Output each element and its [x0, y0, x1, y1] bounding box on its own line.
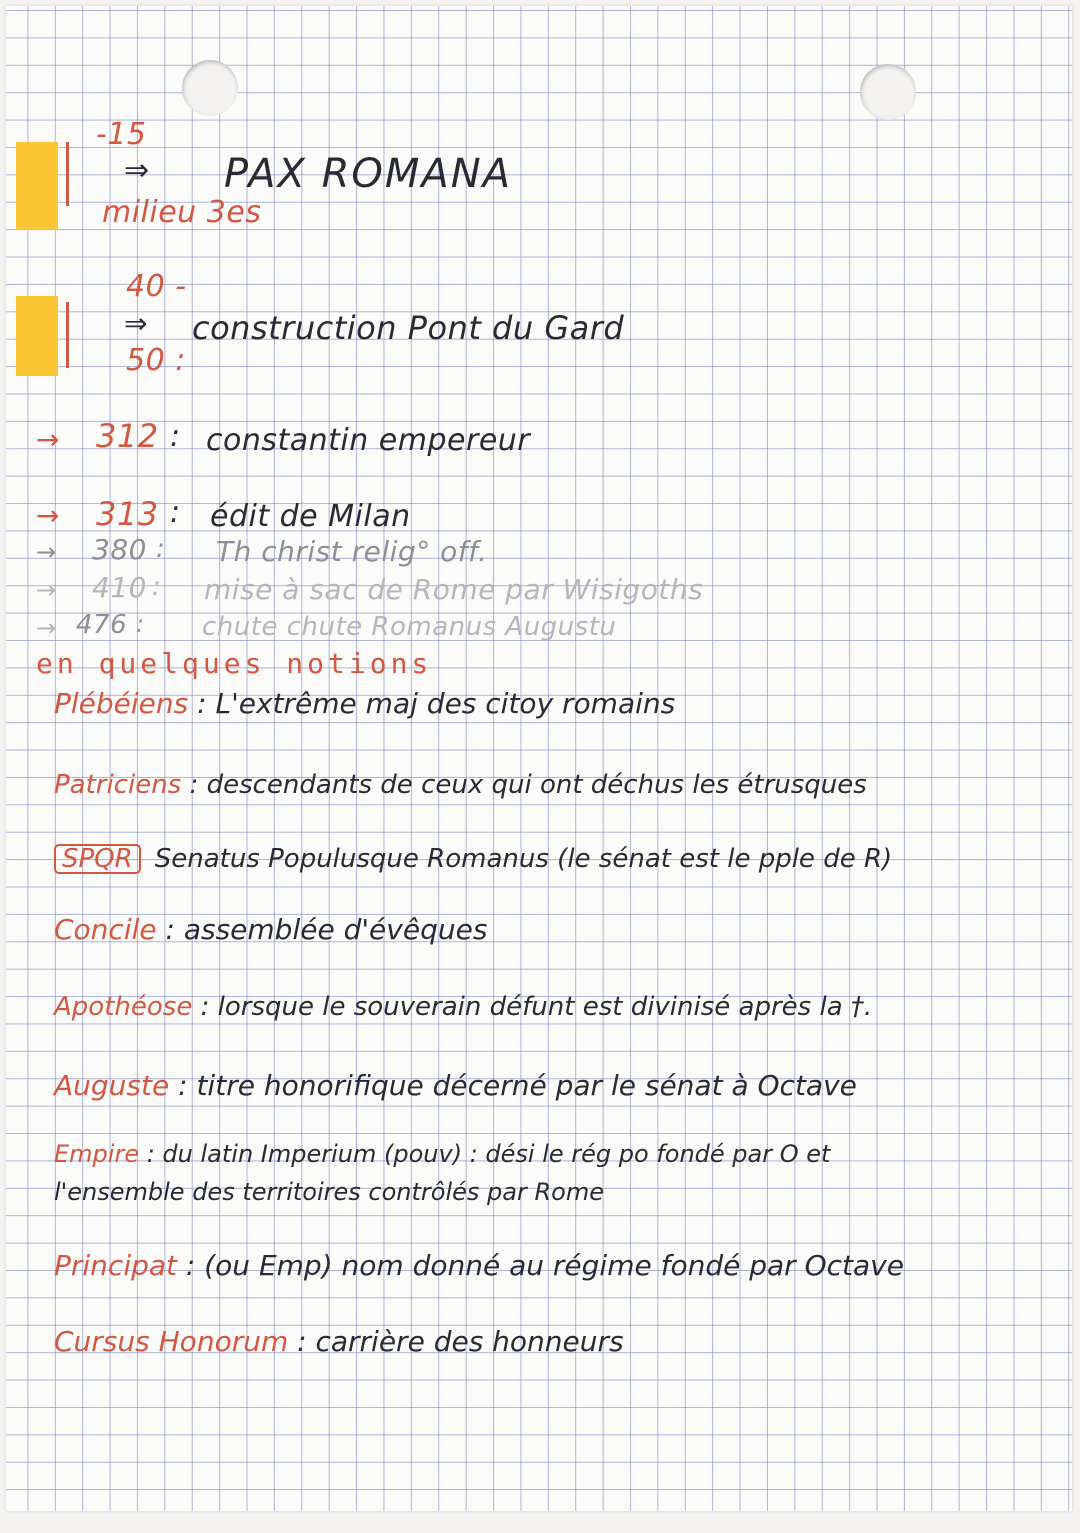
event-date: 410 [92, 571, 147, 604]
arrow-implies-icon: ⇒ [124, 307, 148, 340]
notion-term: Auguste [54, 1069, 170, 1102]
section-title: en quelques notions [36, 647, 433, 680]
notion-definition: l'ensemble des territoires contrôlés par Rome [54, 1178, 604, 1206]
pax-start-date: -15 [96, 117, 147, 152]
event-text: chute chute Romanus Augustu [202, 612, 617, 642]
notion-term: Concile [54, 913, 157, 946]
bracket [66, 302, 105, 368]
notion-separator: : [156, 913, 184, 946]
notion-separator: : [192, 992, 218, 1022]
event-separator: : [136, 610, 145, 638]
event-separator: : [170, 495, 181, 530]
punch-hole-left [182, 60, 238, 116]
notion-term: Plébéiens [54, 687, 189, 720]
event-date: 312 [96, 417, 159, 455]
event-date: 476 [76, 610, 128, 640]
event-text: constantin empereur [206, 423, 531, 458]
notion-row [54, 1325, 624, 1358]
event-separator: : [170, 419, 181, 454]
arrow-right-icon: → [36, 576, 57, 604]
notion-definition: titre honorifique décerné par le sénat à Octave [196, 1069, 857, 1102]
notion-row-continuation [54, 1180, 604, 1204]
pont-end-date: 50 : [126, 343, 186, 378]
notion-term: Apothéose [54, 992, 193, 1022]
notion-row [54, 1142, 830, 1166]
notion-term: SPQR [54, 844, 141, 874]
notion-row [54, 913, 488, 946]
notion-separator: : [181, 770, 207, 800]
pont-start-date: 40 - [126, 269, 187, 304]
arrow-right-icon: → [36, 538, 57, 566]
notion-definition: du latin Imperium (pouv) : dési le rég po fondé par O et [162, 1140, 831, 1168]
arrow-implies-icon: ⇒ [124, 153, 150, 188]
notebook-page [6, 6, 1072, 1511]
notion-term: Cursus Honorum [54, 1325, 289, 1358]
notion-definition: assemblée d'évêques [183, 913, 488, 946]
event-separator: : [152, 572, 162, 602]
event-date: 380 [92, 533, 147, 566]
notion-row [54, 772, 867, 798]
highlighter-mark [16, 296, 58, 376]
punch-hole-right [860, 64, 916, 120]
notion-separator: : [188, 687, 216, 720]
event-text: mise à sac de Rome par Wisigoths [204, 573, 704, 606]
notion-separator: : [288, 1325, 316, 1358]
notion-separator: : [177, 1249, 205, 1282]
notion-row [54, 844, 892, 874]
event-separator: : [156, 534, 166, 564]
event-text: édit de Milan [210, 499, 411, 534]
arrow-right-icon: → [36, 614, 57, 642]
notion-term: Principat [54, 1249, 178, 1282]
arrow-right-icon: → [36, 423, 60, 456]
notion-definition: carrière des honneurs [315, 1325, 624, 1358]
arrow-right-icon: → [36, 499, 60, 532]
notion-definition: lorsque le souverain défunt est divinisé après la †. [217, 992, 873, 1022]
event-text: Th christ relig° off. [216, 535, 488, 568]
highlighter-mark [16, 142, 58, 230]
notion-row [54, 1069, 857, 1102]
notion-definition: descendants de ceux qui ont déchus les étrusques [206, 770, 867, 800]
event-date: 313 [96, 495, 159, 533]
notion-definition: Senatus Populusque Romanus (le sénat est le pple de R) [154, 844, 893, 874]
notion-row [54, 1249, 904, 1282]
notion-separator: : [139, 1140, 163, 1168]
pax-romana-label: PAX ROMANA [224, 151, 513, 197]
notion-separator: : [169, 1069, 197, 1102]
notion-term: Empire [54, 1140, 140, 1168]
notion-definition: (ou Emp) nom donné au régime fondé par Octave [204, 1249, 904, 1282]
pax-end-date: milieu 3es [102, 195, 262, 230]
notion-term: Patriciens [54, 770, 182, 800]
notion-row [54, 687, 676, 720]
notion-definition: L'extrême maj des citoy romains [215, 687, 676, 720]
pont-label: construction Pont du Gard [192, 309, 625, 347]
notion-row [54, 994, 872, 1020]
